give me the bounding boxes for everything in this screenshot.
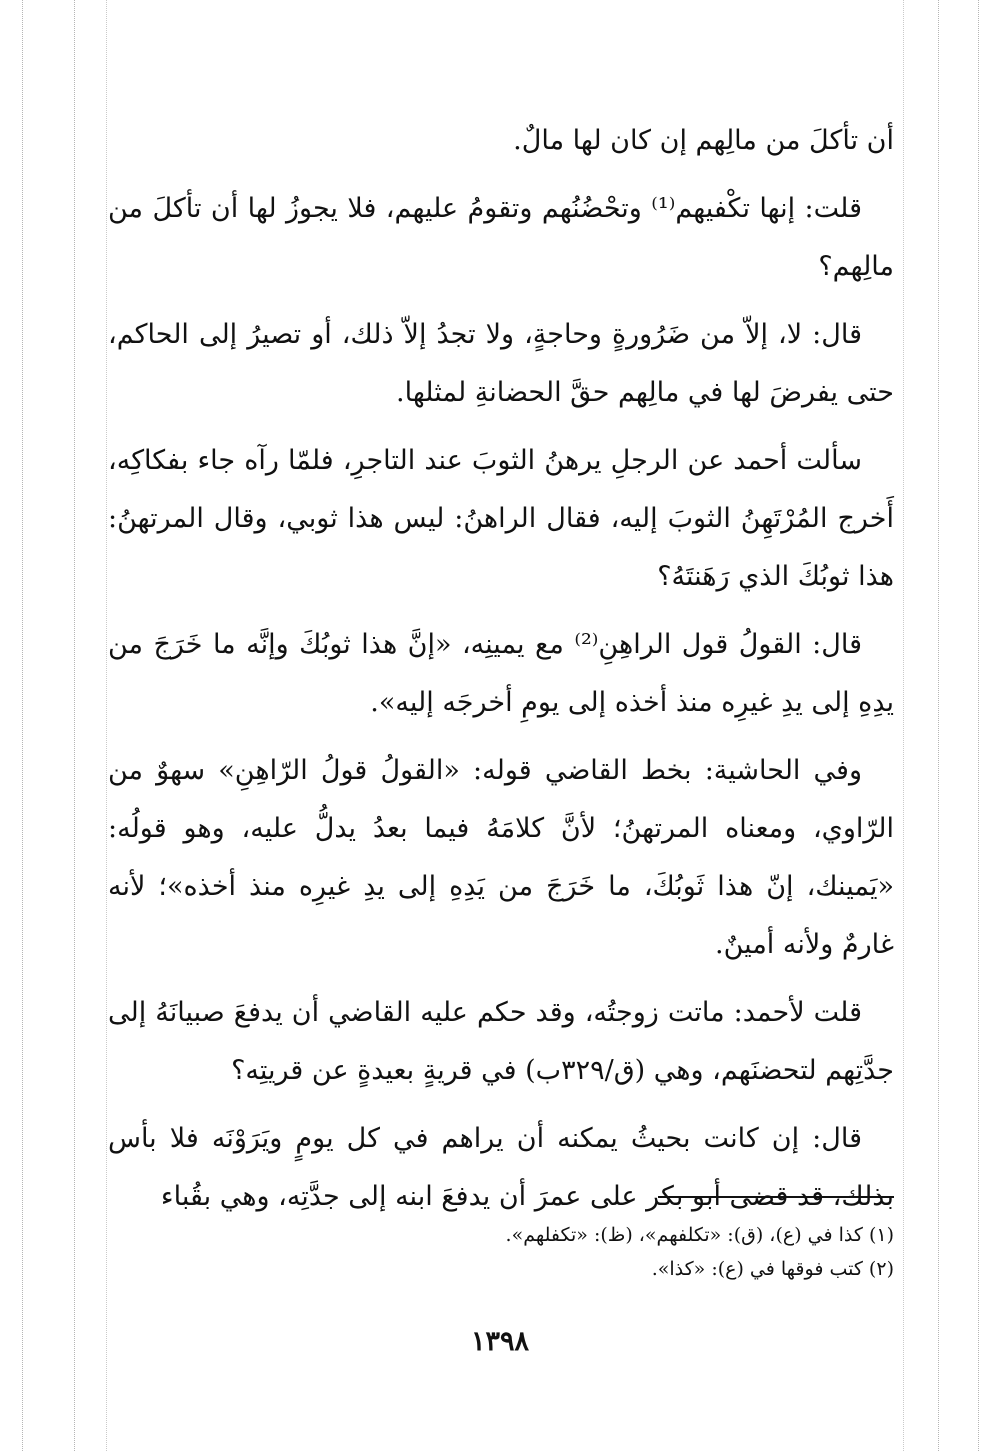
scan-guide-line [903,0,904,1451]
paragraph: قال: لا، إلاّ من ضَرُورةٍ وحاجةٍ، ولا تجدُ إلاّ ذلك، أو تصيرُ إلى الحاكم، حتى يفرضَ لها في مالِهم حقَّ الحضانةِ لمثلها. [108,319,894,408]
paragraph: قلت لأحمد: ماتت زوجتُه، وقد حكم عليه القاضي أن يدفعَ صبيانَهُ إلى جدَّتِهم لتحضنَهم، وهي (ق/٣٢٩ب) في قريةٍ بعيدةٍ عن قريتِه؟ [108,997,894,1086]
paragraph: قال: إن كانت بحيثُ يمكنه أن يراهم في كل يومٍ ويَرَوْنَه فلا بأس بذلك، قد قضى أبو بكر على عمرَ أن يدفعَ ابنه إلى جدَّتِه، وهي بقُباء [108,1123,894,1212]
page-number: ١٣٩٨ [470,1326,529,1357]
scan-guide-line [938,0,939,1451]
scan-guide-line [978,0,979,1451]
paragraph: قلت: إنها تكْفيهم⁽¹⁾ وتحْضُنُهم وتقومُ عليهم، فلا يجوزُ لها أن تأكلَ من مالِهم؟ [108,193,894,282]
footnote: (٢) كتب فوقها في (ع): «كذا». [651,1258,894,1280]
footnote-divider [658,1196,894,1198]
paragraph: وفي الحاشية: بخط القاضي قوله: «القولُ قولُ الرّاهِنِ» سهوٌ من الرّاوي، ومعناه المرتهنُ؛ لأنَّ كلامَهُ فيما بعدُ يدلُّ عليه، وهو قولُه: «يَمينك، إنّ هذا ثَوبُكَ، ما خَرَجَ من يَدِهِ إلى يدِ غيرِه منذ أخذه»؛ لأنه غارمٌ ولأنه أمينٌ. [108,755,894,960]
footnotes [108,1218,894,1286]
footnote: (١) كذا في (ع)، (ق): «تكلفهم»، (ظ): «تكفلهم». [505,1224,894,1246]
paragraph: سألت أحمد عن الرجلِ يرهنُ الثوبَ عند التاجرِ، فلمّا رآه جاء بفكاكِه، أَخرج المُرْتَهِنُ الثوبَ إليه، فقال الراهنُ: ليس هذا ثوبي، وقال المرتهنُ: هذا ثوبُكَ الذي رَهَنتَهُ؟ [108,445,894,592]
paragraph: قال: القولُ قول الراهِنِ⁽²⁾ مع يمينِه، «إنَّ هذا ثوبُكَ وإنَّه ما خَرَجَ من يدِهِ إلى يدِ غيرِه منذ أخذه إلى يومِ أخرجَه إليه». [108,629,894,718]
scan-guide-line [106,0,107,1451]
paragraph: أن تأكلَ من مالِهم إن كان لها مالٌ. [513,125,894,156]
main-text [108,112,894,1234]
scan-guide-line [22,0,23,1451]
scan-guide-line [74,0,75,1451]
